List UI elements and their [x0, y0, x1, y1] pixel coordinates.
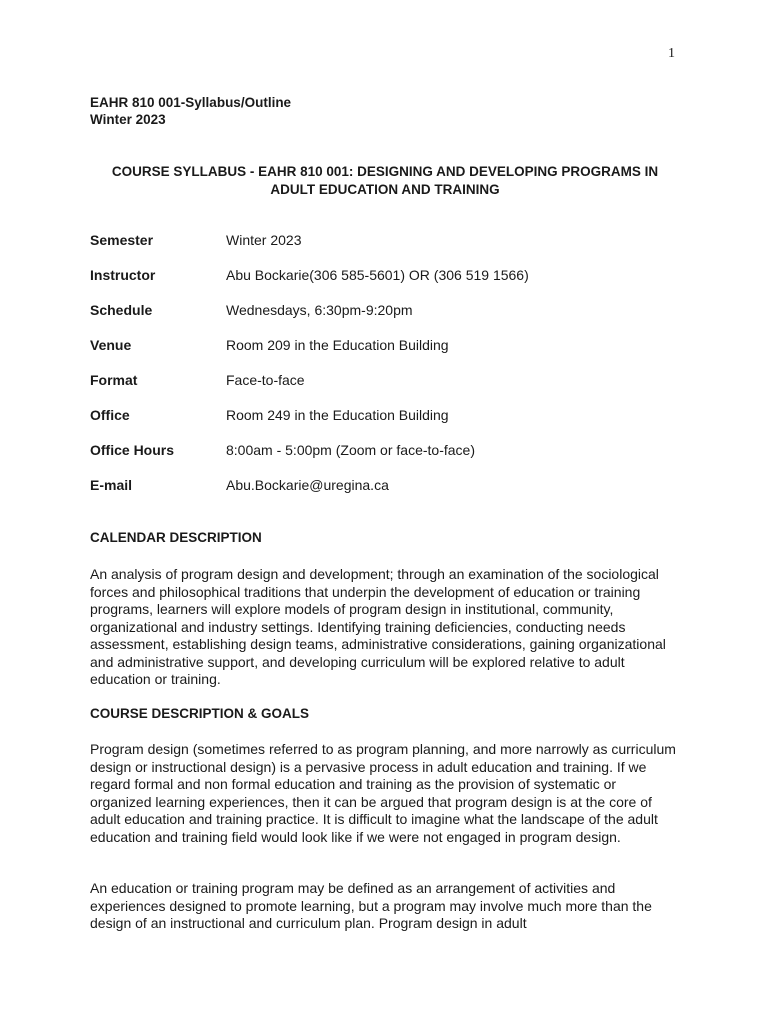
title-line-1: COURSE SYLLABUS - EAHR 810 001: DESIGNING AND DEVELOPING PROGRAMS IN	[111, 164, 659, 179]
info-label: Instructor	[90, 267, 156, 283]
info-row-venue	[90, 337, 690, 372]
info-label: Schedule	[90, 302, 153, 318]
course-description-paragraph-1: Program design (sometimes referred to as program planning, and more narrowly as curriculum design or instructional design) is a pervasive process in adult education and training. If we regard formal and non formal education and training as the provision of systematic or organized learning experiences, then it can be argued that program design is at the core of adult education and training practice. It is difficult to imagine what the landscape of the adult education and training field would look like if we were not engaged in program design.	[90, 741, 676, 845]
info-value: Room 209 in the Education Building	[226, 337, 449, 353]
info-label: E-mail	[90, 477, 133, 493]
info-row-office	[90, 407, 690, 442]
info-value: 8:00am - 5:00pm (Zoom or face-to-face)	[226, 442, 475, 458]
info-row-schedule	[90, 302, 690, 337]
course-description-heading: COURSE DESCRIPTION & GOALS	[90, 706, 310, 721]
info-label: Venue	[90, 337, 132, 353]
info-row-format	[90, 372, 690, 407]
info-row-office-hours	[90, 442, 690, 477]
calendar-description-body: An analysis of program design and development; through an examination of the sociological forces and philosophical traditions that underpin the development of education or training programs, learners will explore models of program design in institutional, community, organizational and industry settings. Identifying training deficiencies, conducting needs assessment, establishing design teams, administrative considerations, gaining organizational and administrative support, and developing curriculum will be explored relative to adult education or training.	[90, 566, 666, 687]
info-label: Office Hours	[90, 442, 175, 458]
title-line-2: ADULT EDUCATION AND TRAINING	[270, 181, 500, 197]
info-row-instructor	[90, 267, 690, 302]
page-number: 1	[668, 46, 675, 61]
info-row-email	[90, 477, 690, 512]
info-value: Room 249 in the Education Building	[226, 407, 449, 423]
email-address[interactable]: Abu.Bockarie@uregina.ca	[226, 477, 389, 493]
info-row-semester	[90, 232, 690, 267]
course-info-table	[90, 232, 690, 512]
calendar-description-heading: CALENDAR DESCRIPTION	[90, 530, 262, 545]
info-value: Wednesdays, 6:30pm-9:20pm	[226, 302, 413, 318]
document-title	[90, 163, 680, 198]
document-header	[90, 94, 291, 128]
info-label: Format	[90, 372, 138, 388]
info-label: Office	[90, 407, 130, 423]
info-value: Winter 2023	[226, 232, 302, 248]
info-label: Semester	[90, 232, 154, 248]
info-value: Abu Bockarie(306 585-5601) OR (306 519 1566)	[226, 267, 529, 283]
info-value: Face-to-face	[226, 372, 305, 388]
header-course-line: EAHR 810 001-Syllabus/Outline	[90, 95, 292, 110]
header-term-line: Winter 2023	[90, 112, 166, 127]
course-description-paragraph-2: An education or training program may be defined as an arrangement of activities and experiences designed to promote learning, but a program may involve much more than the design of an instructional and curriculum plan. Program design in adult	[90, 880, 652, 931]
